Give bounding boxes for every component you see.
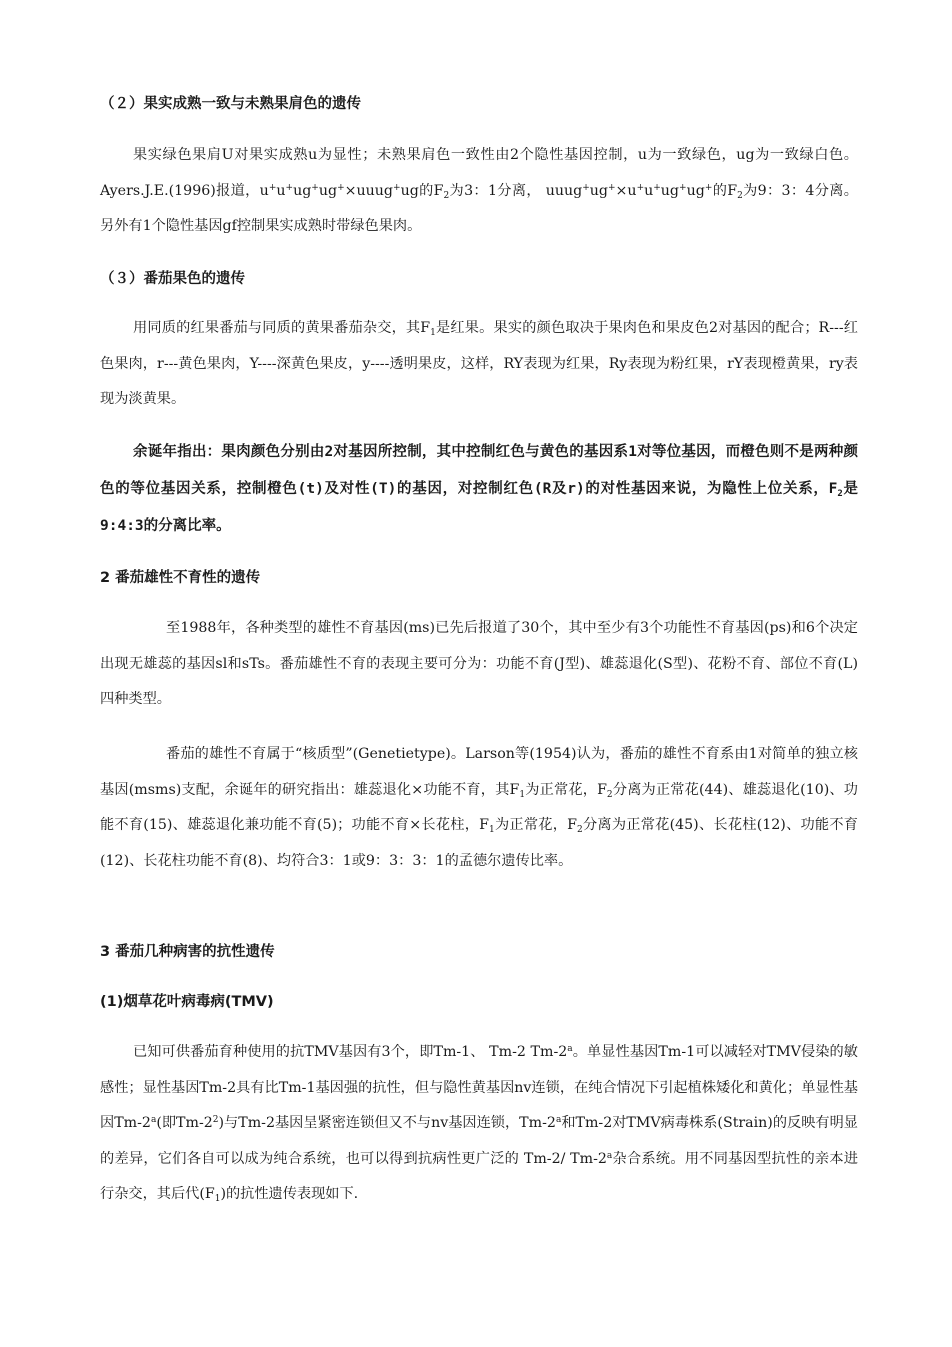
paragraph-male-sterility-inheritance: 番茄的雄性不育属于“核质型”(Genetietype)。Larson等(1954)认为，番茄的雄性不育系由1对简单的独立核基因(msms)支配，余诞年的研究指出：雄蕊退化×功能不育，其$F_1$为正常花，$F_2$分离为正常花(44)、雄蕊退化(10)、功能不育(15)、雄蕊退化兼功能不育(5)；功能不育×长花柱，$F_1$为正常花，$F_2$分离为正常花(45)、长花柱(12)、功能不育(12)、长花柱功能不育(8)、均符合3：1或9：3：3：1的孟德尔遗传比率。 (100, 746, 858, 869)
paragraph-fruit-color: 用同质的红果番茄与同质的黄果番茄杂交，其$F_1$是红果。果实的颜色取决于果肉色和果皮色2对基因的配合；R---红色果肉，r---黄色果肉，Y----深黄色果皮，y----透明果皮，这样，RY表现为红果，Ry表现为粉红果，rY表现橙黄果，ry表现为淡黄果。 (100, 320, 858, 407)
paragraph-male-sterility-genes: 至1988年，各种类型的雄性不育基因(ms)已先后报道了30个，其中至少有3个功能性不育基因(ps)和6个决定出现无雄蕊的基因sl和sTs。番茄雄性不育的表现主要可分为：功能不育(J型)、雄蕊退化(S型)、花粉不育、部位不育(L)四种类型。 (100, 620, 858, 707)
paragraph-fruit-shoulder: 果实绿色果肩U对果实成熟u为显性；未熟果肩色一致性由2个隐性基因控制，u为一致绿色，ug为一致绿白色。Ayers.J.E.(1996)报道，u+u+ug+ug+×uuug+ug的$F_2$为3：1分离， uuug+ug+×u+u+ug+ug+的$F_2$为9：3：4分离。另外有1个隐性基因gf控制果实成熟时带绿色果肉。 (100, 147, 858, 234)
section-heading-disease-resistance: 3 番茄几种病害的抗性遗传 (100, 944, 275, 960)
paragraph-yu-dannian-finding: 余诞年指出：果肉颜色分别由2对基因所控制，其中控制红色与黄色的基因系1对等位基因，而橙色则不是两种颜色的等位基因关系，控制橙色(t)及对性(T)的基因，对控制红色(R及r)的对性基因来说，为隐性上位关系，$F_2$是9:4:3的分离比率。 (100, 444, 858, 534)
subsection-heading-tmv: (1)烟草花叶病毒病(TMV) (100, 994, 274, 1010)
section-heading-male-sterility: 2 番茄雄性不育性的遗传 (100, 570, 261, 586)
paragraph-tmv-genes: 已知可供番茄育种使用的抗TMV基因有3个，即Tm-1、 Tm-2 Tm-2$^a$。单显性基因Tm-1可以减轻对TMV侵染的敏感性；显性基因Tm-2具有比Tm-1基因强的抗性，但与隐性黄基因nv连锁，在纯合情况下引起植株矮化和黄化；单显性基因Tm-2$^a$(即$Tm-2^2$)与Tm-2基因呈紧密连锁但又不与nv基因连锁，Tm-2$^a$和Tm-2对TMV病毒株系(Strain)的反映有明显的差异，它们各自可以成为纯合系统，也可以得到抗病性更广泛的 Tm-2/ Tm-2$^a$杂合系统。用不同基因型抗性的亲本进行杂交，其后代$(F_1)$的抗性遗传表现如下. (100, 1044, 858, 1204)
section-heading-fruit-color: （３）番茄果色的遗传 (100, 271, 245, 287)
section-heading-fruit-ripening: （２）果实成熟一致与未熟果肩色的遗传 (100, 96, 361, 112)
